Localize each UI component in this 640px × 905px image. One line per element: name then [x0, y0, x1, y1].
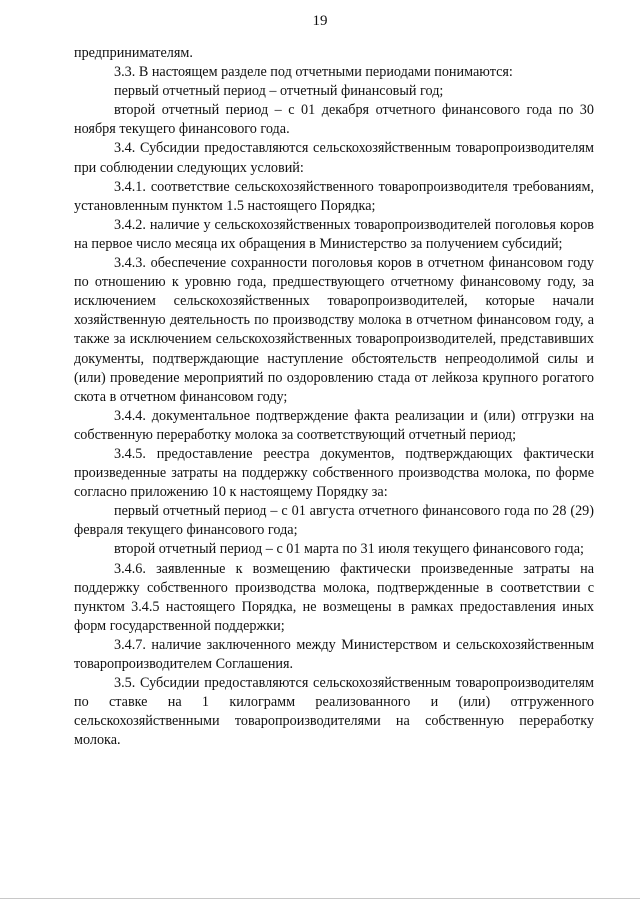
paragraph-3-4-1: 3.4.1. соответствие сельскохозяйственного товаропроизводителя требованиям, установленным пунктом 1.5 настоящего Порядка;: [74, 178, 594, 214]
paragraph-3-4: 3.4. Субсидии предоставляются сельскохозяйственным товаропроизводителям при соблюдении следующих условий:: [74, 140, 594, 176]
paragraph-3-4-7: 3.4.7. наличие заключенного между Министерством и сельскохозяйственным товаропроизводителем Соглашения.: [74, 636, 594, 672]
paragraph-continuation: предпринимателям.: [74, 45, 193, 61]
paragraph-3-4-5-second-period: второй отчетный период – с 01 марта по 31 июля текущего финансового года;: [114, 541, 584, 558]
paragraph-second-period: второй отчетный период – с 01 декабря отчетного финансового года по 30 ноября текущего финансового года.: [74, 102, 594, 138]
page-number: 19: [312, 13, 328, 29]
paragraph-3-3: 3.3. В настоящем разделе под отчетными периодами понимаются:: [114, 64, 513, 81]
paragraph-3-4-3: 3.4.3. обеспечение сохранности поголовья коров в отчетном финансовом году по отношению к уровню года, предшествующего отчетному финансовому году, за исключением сельскохозяйственных товаропроизводителей, которые начали хозяйственную деятельность по производству молока в отчетном финансовом году, а также за исключением сельскохозяйственных товаропроизводителей, представивших документы, подтверждающие наступление обстоятельств непреодолимой силы и (или) проведение мероприятий по оздоровлению стада от лейкоза крупного рогатого скота в отчетном финансовом году;: [74, 255, 594, 405]
paragraph-3-4-5-first-period: первый отчетный период – с 01 августа отчетного финансового года по 28 (29) февраля текущего финансового года;: [74, 503, 594, 539]
document-body: [74, 44, 594, 750]
paragraph-first-period: первый отчетный период – отчетный финансовый год;: [114, 83, 444, 100]
paragraph-3-4-6: 3.4.6. заявленные к возмещению фактически произведенные затраты на поддержку собственного производства молока, подтвержденные в соответствии с пунктом 3.4.5 настоящего Порядка, не возмещены в рамках предоставления иных форм государственной поддержки;: [74, 560, 594, 634]
paragraph-3-4-5: 3.4.5. предоставление реестра документов, подтверждающих фактически произведенные затраты на поддержку собственного производства молока, по форме согласно приложению 10 к настоящему Порядку за:: [74, 445, 594, 501]
paragraph-3-4-4: 3.4.4. документальное подтверждение факта реализации и (или) отгрузки на собственную переработку молока за соответствующий отчетный период;: [74, 407, 594, 443]
paragraph-3-5: 3.5. Субсидии предоставляются сельскохозяйственным товаропроизводителям по ставке на 1 килограмм реализованного и (или) отгруженного сельскохозяйственными товаропроизводителями на собственную переработку молока.: [74, 675, 594, 749]
page-bottom-edge: [0, 898, 640, 899]
paragraph-3-4-2: 3.4.2. наличие у сельскохозяйственных товаропроизводителей поголовья коров на первое число месяца их обращения в Министерство за получением субсидий;: [74, 216, 594, 252]
